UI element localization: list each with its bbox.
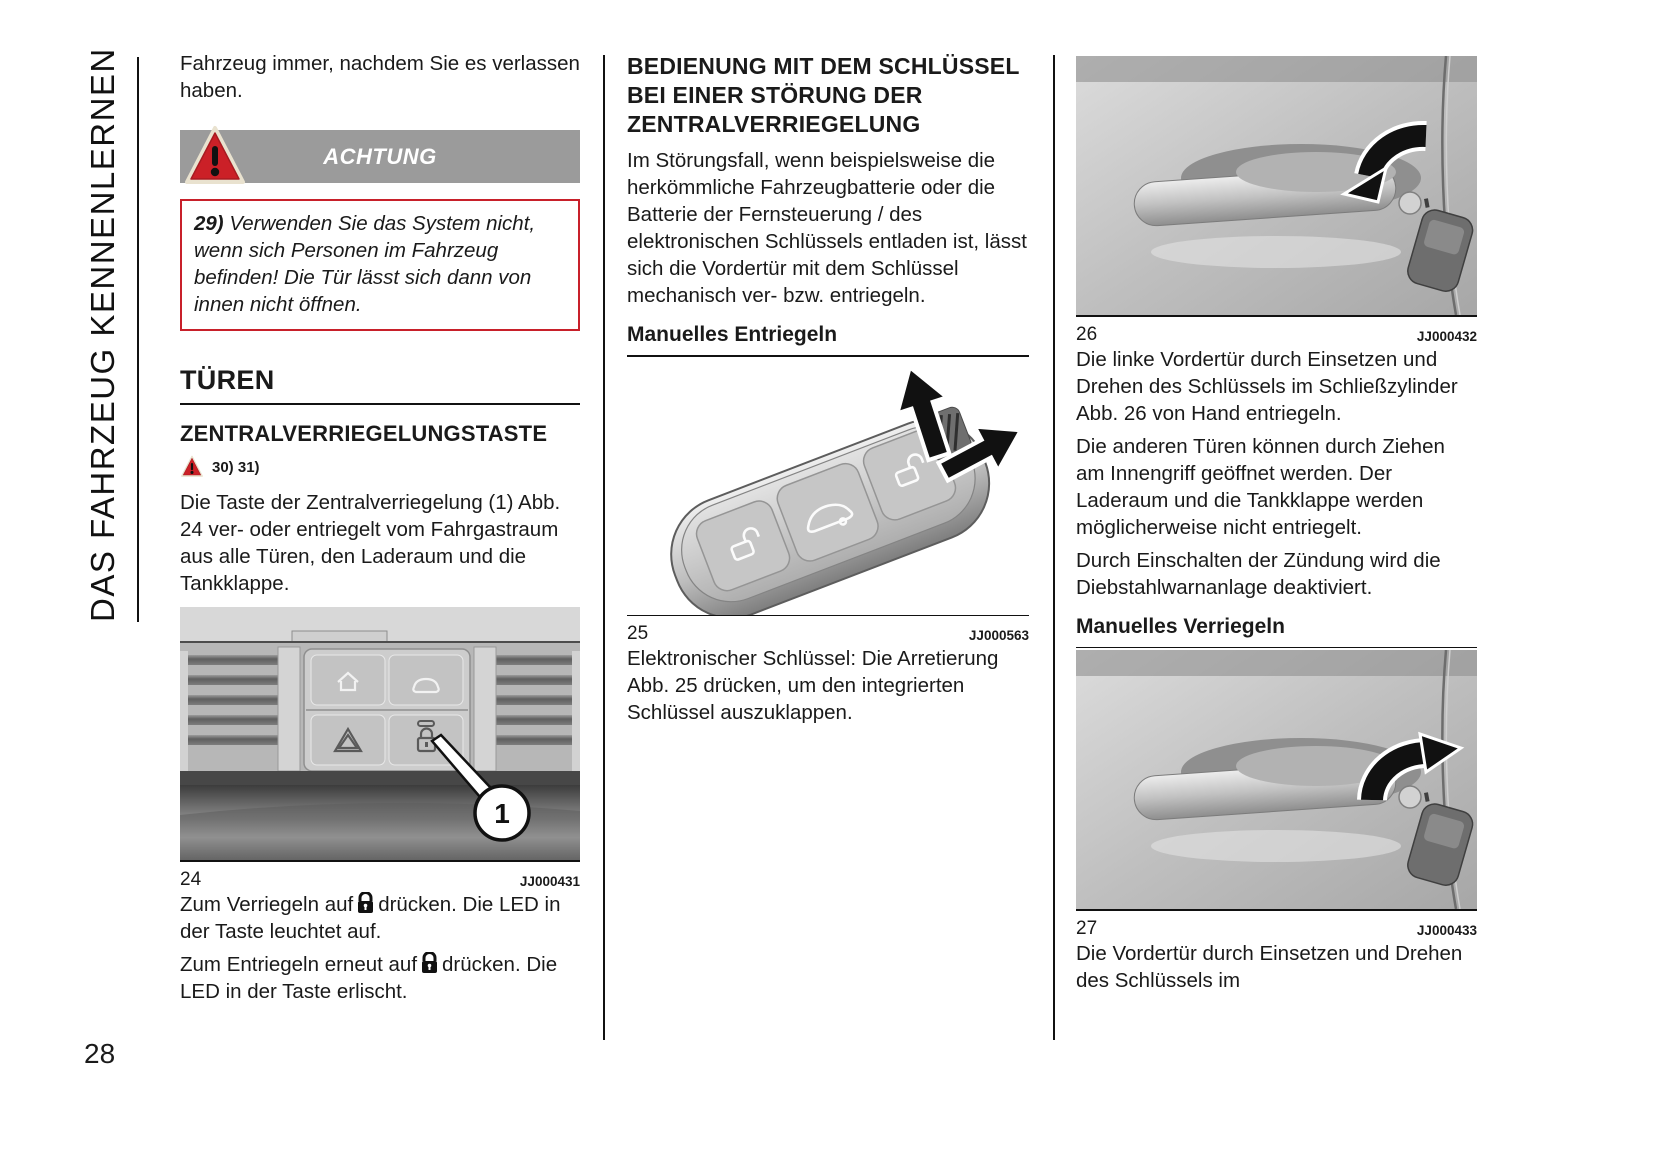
- figure-rule: [627, 615, 1029, 617]
- figure-number: 27: [1076, 917, 1098, 939]
- figure-number: 25: [627, 623, 649, 644]
- heading-rule: [627, 355, 1029, 357]
- warning-note-text: 29) Verwenden Sie das System nicht, wenn sich Personen im Fahrzeug befinden! Die Tür lässt sich dann von innen nicht öffnen.: [194, 212, 536, 316]
- figure-code: JJ000433: [1416, 922, 1477, 938]
- note-refs-text: 30) 31): [212, 458, 260, 476]
- figure-code: JJ000431: [519, 873, 580, 889]
- achtung-label: ACHTUNG: [323, 143, 437, 169]
- intro-paragraph: Fahrzeug immer, nachdem Sie es verlassen haben.: [180, 52, 580, 102]
- figure-number: 26: [1076, 323, 1098, 345]
- padlock-icon: [356, 892, 375, 914]
- column-divider-1: [603, 55, 605, 1040]
- key-fob-body: [654, 402, 1006, 614]
- dashboard-console-illustration: [180, 607, 580, 860]
- figure-26-caption: [1076, 325, 1477, 344]
- figure-number: 24: [180, 868, 202, 890]
- svg-text:1: 1: [494, 798, 510, 829]
- lock-instruction-paragraph: Zum Verriegeln auf drücken. Die LED in der Taste leuchtet auf.: [180, 892, 561, 943]
- malfunction-paragraph: Im Störungsfall, wenn beispielsweise die herkömmliche Fahrzeugbatterie oder die Batterie der Fernsteuerung / des elektronischen Schlüssels entladen ist, lässt sich die Vordertür mit dem Schlüssel mechanisch ver- bzw. entriegeln.: [627, 149, 1027, 307]
- column-1: [180, 50, 580, 1011]
- achtung-banner: [180, 130, 580, 183]
- column-divider-2: [1053, 55, 1055, 1040]
- padlock-icon: [420, 952, 439, 974]
- unlock-instruction-paragraph: Zum Entriegeln erneut auf drücken. Die LED in der Taste erlischt.: [180, 952, 558, 1003]
- key-fob-illustration: [627, 359, 1029, 615]
- lock-cylinder: [1399, 192, 1421, 214]
- manual-lock-heading: Manuelles Verriegeln: [1076, 614, 1285, 638]
- column-3: [1076, 50, 1477, 1000]
- page-number: 28: [84, 1038, 116, 1069]
- door-handle-unlock-photo: [1076, 56, 1477, 315]
- door-handle-lock-photo: [1076, 650, 1477, 909]
- section-title: TÜREN: [180, 365, 580, 405]
- manual-unlock-heading: Manuelles Entriegeln: [627, 323, 838, 346]
- figure-rule: [180, 860, 580, 862]
- figure-27: [1076, 650, 1477, 938]
- figure-rule: [1076, 315, 1477, 317]
- chapter-title-vertical: DAS FAHRZEUG KENNENLERNEN: [84, 47, 121, 622]
- figure-24: [180, 607, 580, 889]
- figure-26: [1076, 56, 1477, 344]
- central-lock-paragraph: Die Taste der Zentralverriegelung (1) Abb. 24 ver- oder entriegelt vom Fahrgastraum aus alle Türen, den Laderaum und die Tankklappe.: [180, 491, 561, 595]
- section-heading: BEDIENUNG MIT DEM SCHLÜSSEL BEI EINER STÖRUNG DER ZENTRALVERRIEGELUNG: [627, 53, 1020, 137]
- figure-24-caption: [180, 870, 580, 889]
- figure-25-caption: [627, 624, 1029, 643]
- other-doors-paragraph: Die anderen Türen können durch Ziehen am Innengriff geöffnet werden. Der Laderaum und die Tankklappe werden möglicherweise nicht entriegelt.: [1076, 434, 1445, 539]
- figure-code: JJ000563: [968, 628, 1029, 643]
- electronic-key-paragraph: Elektronischer Schlüssel: Die Arretierung Abb. 25 drücken, um den integrierten Schlüssel auszuklappen.: [627, 647, 999, 724]
- warning-triangle-small-icon: [180, 455, 204, 479]
- lock-front-door-paragraph: Die Vordertür durch Einsetzen und Drehen des Schlüssels im: [1076, 941, 1463, 992]
- figure-rule: [1076, 909, 1477, 911]
- warning-note-box: [180, 199, 580, 331]
- note-references: [180, 455, 580, 479]
- ignition-alarm-paragraph: Durch Einschalten der Zündung wird die Diebstahlwarnanlage deaktiviert.: [1076, 548, 1441, 599]
- figure-25: [627, 359, 1029, 644]
- figure-code: JJ000432: [1416, 328, 1477, 344]
- subsection-title: ZENTRALVERRIEGELUNGSTASTE: [180, 421, 548, 446]
- sidebar-rule: [137, 57, 139, 622]
- unlock-front-door-paragraph: Die linke Vordertür durch Einsetzen und Drehen des Schlüssels im Schließzylinder Abb. 26 von Hand entriegeln.: [1076, 347, 1458, 425]
- heading-rule: [1076, 647, 1477, 649]
- figure-27-caption: [1076, 919, 1477, 938]
- lock-cylinder: [1399, 786, 1421, 808]
- column-2: [627, 50, 1029, 732]
